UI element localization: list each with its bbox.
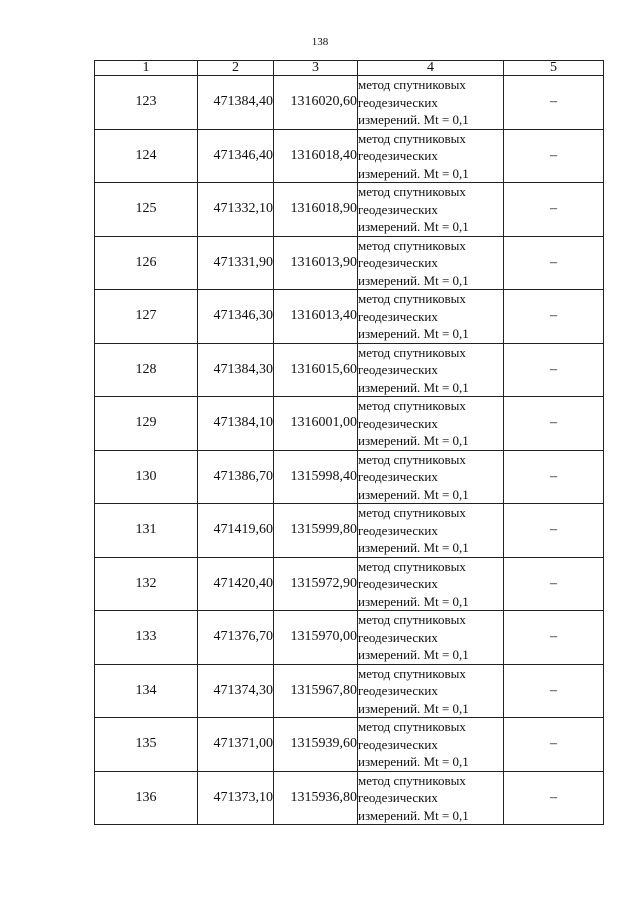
point-number-cell: 125: [95, 183, 198, 237]
table-row: [95, 343, 604, 397]
method-cell: [358, 236, 504, 290]
x-coordinate-cell: 471386,70: [198, 450, 274, 504]
note-cell: –: [504, 664, 604, 718]
note-cell: –: [504, 504, 604, 558]
note-cell: –: [504, 450, 604, 504]
table-row: [95, 183, 604, 237]
x-coordinate-cell: 471420,40: [198, 557, 274, 611]
y-coordinate-cell: 1315972,90: [274, 557, 358, 611]
method-line: геодезических: [358, 308, 438, 324]
method-line: геодезических: [358, 201, 438, 217]
note-cell: –: [504, 343, 604, 397]
method-line: метод спутниковых: [358, 612, 466, 627]
method-cell: [358, 504, 504, 558]
note-cell: –: [504, 718, 604, 772]
y-coordinate-cell: 1315967,80: [274, 664, 358, 718]
method-cell: [358, 290, 504, 344]
point-number-cell: 131: [95, 504, 198, 558]
x-coordinate-cell: 471331,90: [198, 236, 274, 290]
y-coordinate-cell: 1315970,00: [274, 611, 358, 665]
y-coordinate-cell: 1316018,40: [274, 129, 358, 183]
method-line: метод спутниковых: [358, 77, 466, 92]
method-cell: [358, 397, 504, 451]
method-line: геодезических: [358, 362, 438, 377]
y-coordinate-cell: 1316013,90: [274, 236, 358, 290]
point-number-cell: 135: [95, 718, 198, 772]
method-line: метод спутниковых: [358, 291, 466, 306]
table-header-row: [95, 61, 604, 76]
note-cell: –: [504, 290, 604, 344]
method-line: геодезических: [358, 255, 438, 270]
note-cell: –: [504, 397, 604, 451]
x-coordinate-cell: 471371,00: [198, 718, 274, 772]
y-coordinate-cell: 1315998,40: [274, 450, 358, 504]
x-coordinate-cell: 471374,30: [198, 664, 274, 718]
method-line: метод спутниковых: [358, 344, 466, 360]
point-number-cell: 133: [95, 611, 198, 665]
point-number-cell: 128: [95, 343, 198, 397]
table-row: [95, 504, 604, 558]
method-cell: [358, 129, 504, 183]
method-line: измерений. Mt = 0,1: [358, 754, 469, 769]
table-row: [95, 397, 604, 451]
table-row: [95, 611, 604, 665]
x-coordinate-cell: 471332,10: [198, 183, 274, 237]
y-coordinate-cell: 1316001,00: [274, 397, 358, 451]
point-number-cell: 134: [95, 664, 198, 718]
method-cell: [358, 557, 504, 611]
method-line: измерений. Mt = 0,1: [358, 700, 469, 716]
method-cell: [358, 664, 504, 718]
point-number-cell: 123: [95, 76, 198, 130]
point-number-cell: 132: [95, 557, 198, 611]
method-line: метод спутниковых: [358, 665, 466, 681]
method-line: измерений. Mt = 0,1: [358, 219, 469, 234]
method-cell: [358, 76, 504, 130]
note-cell: –: [504, 183, 604, 237]
note-cell: –: [504, 611, 604, 665]
y-coordinate-cell: 1315939,60: [274, 718, 358, 772]
column-header: 4: [358, 61, 504, 76]
method-line: измерений. Mt = 0,1: [358, 593, 469, 609]
method-line: измерений. Mt = 0,1: [358, 486, 469, 502]
y-coordinate-cell: 1316018,90: [274, 183, 358, 237]
column-header: 1: [95, 61, 198, 76]
y-coordinate-cell: 1316013,40: [274, 290, 358, 344]
method-cell: [358, 611, 504, 665]
x-coordinate-cell: 471376,70: [198, 611, 274, 665]
method-line: геодезических: [358, 94, 438, 110]
method-line: метод спутниковых: [358, 184, 466, 199]
method-line: геодезических: [358, 629, 438, 645]
point-number-cell: 130: [95, 450, 198, 504]
method-line: измерений. Mt = 0,1: [358, 433, 469, 448]
table-row: [95, 236, 604, 290]
y-coordinate-cell: 1315999,80: [274, 504, 358, 558]
method-line: измерений. Mt = 0,1: [358, 165, 469, 181]
method-line: измерений. Mt = 0,1: [358, 379, 469, 395]
point-number-cell: 127: [95, 290, 198, 344]
table-row: [95, 664, 604, 718]
method-line: измерений. Mt = 0,1: [358, 647, 469, 662]
method-line: измерений. Mt = 0,1: [358, 326, 469, 341]
x-coordinate-cell: 471346,40: [198, 129, 274, 183]
x-coordinate-cell: 471373,10: [198, 771, 274, 825]
coordinates-table: [94, 60, 604, 825]
method-cell: [358, 450, 504, 504]
method-line: измерений. Mt = 0,1: [358, 272, 469, 288]
method-line: геодезических: [358, 148, 438, 163]
y-coordinate-cell: 1315936,80: [274, 771, 358, 825]
y-coordinate-cell: 1316015,60: [274, 343, 358, 397]
method-line: метод спутниковых: [358, 130, 466, 146]
method-line: измерений. Mt = 0,1: [358, 807, 469, 823]
column-header: 2: [198, 61, 274, 76]
table-row: [95, 290, 604, 344]
method-line: метод спутниковых: [358, 451, 466, 467]
note-cell: –: [504, 236, 604, 290]
note-cell: –: [504, 76, 604, 130]
x-coordinate-cell: 471384,10: [198, 397, 274, 451]
method-line: метод спутниковых: [358, 398, 466, 413]
table-row: [95, 557, 604, 611]
table-row: [95, 718, 604, 772]
method-line: метод спутниковых: [358, 558, 466, 574]
table-body: [95, 76, 604, 825]
page-number: 138: [311, 36, 329, 48]
note-cell: –: [504, 129, 604, 183]
note-cell: –: [504, 557, 604, 611]
method-line: метод спутниковых: [358, 237, 466, 253]
table-row: [95, 76, 604, 130]
method-line: метод спутниковых: [358, 719, 466, 734]
method-cell: [358, 183, 504, 237]
x-coordinate-cell: 471384,40: [198, 76, 274, 130]
method-line: геодезических: [358, 790, 438, 805]
method-line: геодезических: [358, 415, 438, 431]
column-header: 5: [504, 61, 604, 76]
method-cell: [358, 718, 504, 772]
method-line: геодезических: [358, 522, 438, 538]
column-header: 3: [274, 61, 358, 76]
method-cell: [358, 771, 504, 825]
point-number-cell: 124: [95, 129, 198, 183]
note-cell: –: [504, 771, 604, 825]
point-number-cell: 129: [95, 397, 198, 451]
x-coordinate-cell: 471419,60: [198, 504, 274, 558]
table-row: [95, 450, 604, 504]
method-line: геодезических: [358, 736, 438, 752]
x-coordinate-cell: 471346,30: [198, 290, 274, 344]
table-row: [95, 129, 604, 183]
x-coordinate-cell: 471384,30: [198, 343, 274, 397]
method-line: геодезических: [358, 469, 438, 484]
method-line: измерений. Mt = 0,1: [358, 112, 469, 127]
method-line: метод спутниковых: [358, 772, 466, 788]
y-coordinate-cell: 1316020,60: [274, 76, 358, 130]
table-row: [95, 771, 604, 825]
method-cell: [358, 343, 504, 397]
method-line: метод спутниковых: [358, 505, 466, 520]
method-line: геодезических: [358, 576, 438, 591]
point-number-cell: 126: [95, 236, 198, 290]
method-line: геодезических: [358, 683, 438, 698]
method-line: измерений. Mt = 0,1: [358, 540, 469, 555]
point-number-cell: 136: [95, 771, 198, 825]
